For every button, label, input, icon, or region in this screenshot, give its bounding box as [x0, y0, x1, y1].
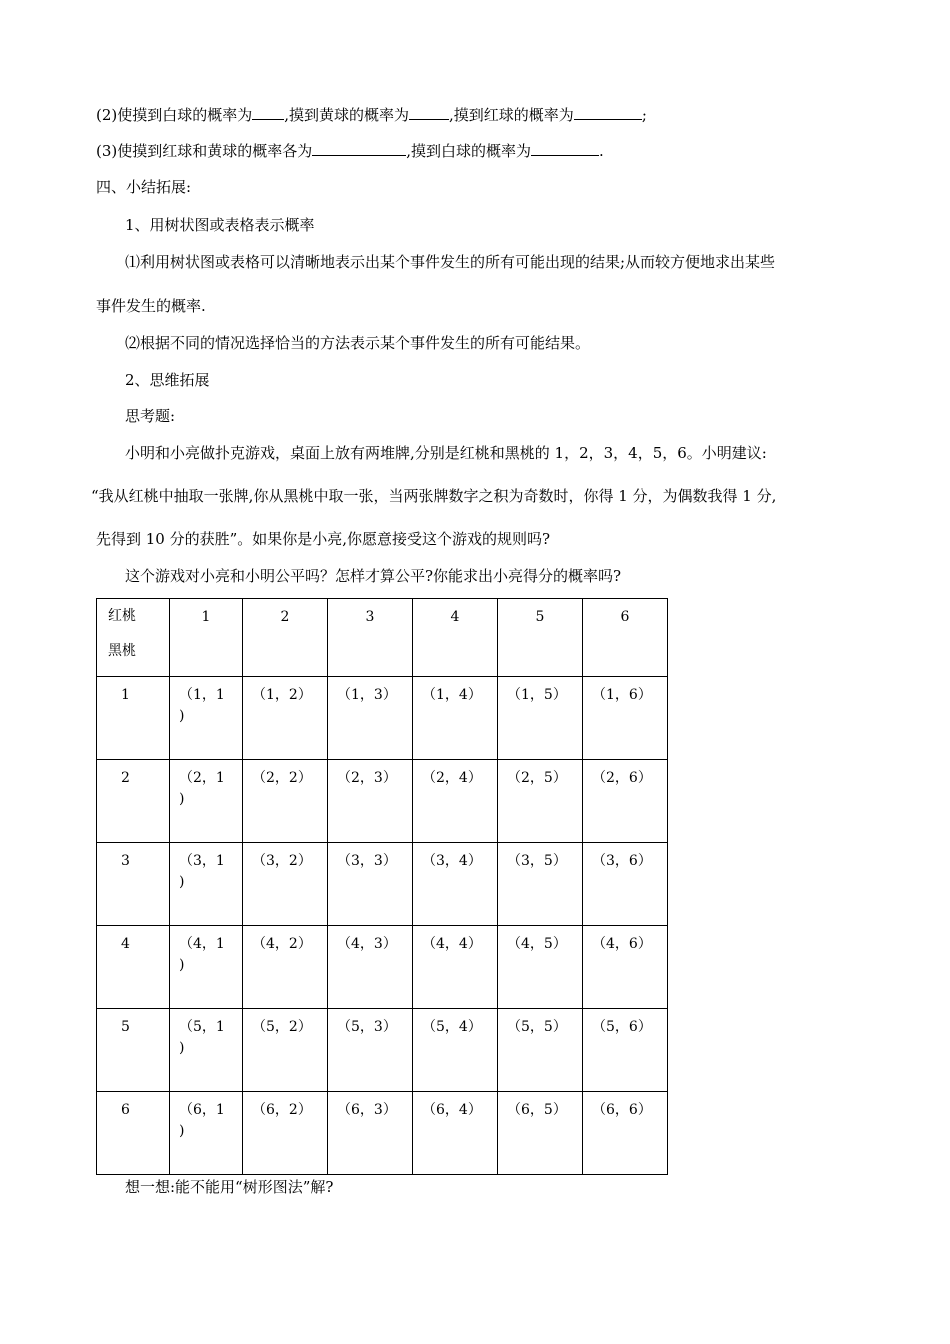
story-line-2: “我从红桃中抽取一张牌,你从黑桃中取一张，当两张牌数字之积为奇数时，你得 1 分，为偶数我得 1 分, — [91, 487, 777, 505]
table-cell: （2，5） — [498, 760, 583, 843]
table-cell: （4，1 ) — [170, 926, 243, 1009]
table-row — [97, 677, 668, 760]
answer-blank[interactable] — [409, 104, 449, 120]
outcome-table — [96, 598, 668, 1175]
table-cell: （5，4） — [413, 1009, 498, 1092]
table-cell: （4，2） — [243, 926, 328, 1009]
table-cell: （6，5） — [498, 1092, 583, 1175]
row-label: 3 — [97, 843, 170, 926]
q3-text-a: (3)使摸到红球和黄球的概率各为 — [96, 142, 313, 160]
column-header: 6 — [583, 599, 668, 677]
table-cell: （1，3） — [328, 677, 413, 760]
corner-bottom-label: 黑桃 — [108, 643, 136, 659]
q3-text-c: . — [599, 142, 604, 160]
row-label: 1 — [97, 677, 170, 760]
paragraph-1-line-2: 事件发生的概率. — [96, 297, 206, 315]
table-cell: （4，5） — [498, 926, 583, 1009]
q3-text-b: ,摸到白球的概率为 — [406, 142, 532, 160]
table-row — [97, 926, 668, 1009]
question-2-line — [96, 104, 647, 125]
think-label: 思考题: — [125, 407, 176, 425]
table-cell: （2，2） — [243, 760, 328, 843]
table-cell: （6，2） — [243, 1092, 328, 1175]
answer-blank[interactable] — [574, 104, 642, 120]
row-label: 6 — [97, 1092, 170, 1175]
table-cell: （1，5） — [498, 677, 583, 760]
subheading-2: 2、思维拓展 — [125, 371, 210, 389]
table-row — [97, 1092, 668, 1175]
table-cell: （1，4） — [413, 677, 498, 760]
table-cell: （2，3） — [328, 760, 413, 843]
question-line: 这个游戏对小亮和小明公平吗？怎样才算公平?你能求出小亮得分的概率吗? — [125, 567, 622, 585]
table-cell: （6，1 ) — [170, 1092, 243, 1175]
column-header: 1 — [170, 599, 243, 677]
table-cell: （3，3） — [328, 843, 413, 926]
column-header: 4 — [413, 599, 498, 677]
q2-text-c: ,摸到红球的概率为 — [449, 106, 574, 124]
subheading-1: 1、用树状图或表格表示概率 — [125, 216, 315, 234]
q2-text-d: ; — [641, 106, 647, 124]
paragraph-1-line-1: ⑴利用树状图或表格可以清晰地表示出某个事件发生的所有可能出现的结果;从而较方便地求出某些 — [125, 253, 776, 271]
question-3-line — [96, 140, 604, 161]
table-cell: （4，6） — [583, 926, 668, 1009]
table-cell: （6，6） — [583, 1092, 668, 1175]
story-line-3: 先得到 10 分的获胜”。如果你是小亮,你愿意接受这个游戏的规则吗? — [96, 530, 551, 548]
table-cell: （3，5） — [498, 843, 583, 926]
table-header-row — [97, 599, 668, 677]
column-header: 2 — [243, 599, 328, 677]
paragraph-2: ⑵根据不同的情况选择恰当的方法表示某个事件发生的所有可能结果。 — [125, 334, 591, 352]
table-cell: （3，4） — [413, 843, 498, 926]
column-header: 5 — [498, 599, 583, 677]
table-cell: （2，1 ) — [170, 760, 243, 843]
table-row — [97, 843, 668, 926]
row-label: 4 — [97, 926, 170, 1009]
answer-blank[interactable] — [312, 140, 406, 156]
table-row — [97, 1009, 668, 1092]
table-cell: （5，2） — [243, 1009, 328, 1092]
corner-top-label: 红桃 — [108, 608, 136, 624]
table-cell: （5，6） — [583, 1009, 668, 1092]
table-cell: （4，3） — [328, 926, 413, 1009]
table-cell: （2，6） — [583, 760, 668, 843]
table-cell: （4，4） — [413, 926, 498, 1009]
section-heading: 四、小结拓展: — [96, 178, 192, 196]
answer-blank[interactable] — [252, 104, 284, 120]
footer-question: 想一想:能不能用“树形图法”解? — [125, 1178, 334, 1196]
answer-blank[interactable] — [531, 140, 599, 156]
table-cell: （1，6） — [583, 677, 668, 760]
table-cell: （6，4） — [413, 1092, 498, 1175]
story-line-1: 小明和小亮做扑克游戏，桌面上放有两堆牌,分别是红桃和黑桃的 1，2，3，4，5，6。小明建议: — [125, 444, 767, 462]
table-cell: （3，6） — [583, 843, 668, 926]
row-label: 2 — [97, 760, 170, 843]
table-row — [97, 760, 668, 843]
q2-text-a: (2)使摸到白球的概率为 — [96, 106, 253, 124]
table-cell: （3，2） — [243, 843, 328, 926]
corner-cell — [97, 599, 170, 677]
column-header: 3 — [328, 599, 413, 677]
table-cell: （1，2） — [243, 677, 328, 760]
table-cell: （6，3） — [328, 1092, 413, 1175]
table-cell: （2，4） — [413, 760, 498, 843]
row-label: 5 — [97, 1009, 170, 1092]
table-cell: （5，3） — [328, 1009, 413, 1092]
table-cell: （5，5） — [498, 1009, 583, 1092]
table-cell: （5，1 ) — [170, 1009, 243, 1092]
table-cell: （1，1 ) — [170, 677, 243, 760]
table-cell: （3，1 ) — [170, 843, 243, 926]
q2-text-b: ,摸到黄球的概率为 — [284, 106, 410, 124]
